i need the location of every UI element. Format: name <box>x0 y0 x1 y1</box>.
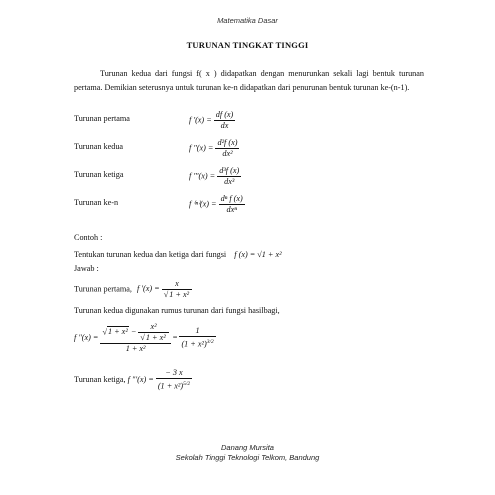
derivative-formula: f '(x) = $\frac{df (x)}{dx}$ <box>189 110 234 130</box>
third-derivative-formula: Turunan ketiga, f "'(x) = $\frac{- 3 x}{(1 + x^2)^{5/2}}$ <box>74 368 191 391</box>
derivative-label: Turunan ke-n <box>74 198 119 207</box>
derivative-formula: f "'(x) = $\frac{\text{d³f (x)}}{\text{dx³}}$ <box>189 166 240 186</box>
problem-function: f (x) = √1 + x² <box>234 250 282 259</box>
answer-label: Jawab : <box>74 264 99 273</box>
derivative-label: Turunan pertama <box>74 114 130 123</box>
first-derivative-line: Turunan pertama, f '(x) = $\frac{x}{\text{√1 + x²}}$ <box>74 279 192 300</box>
derivative-label: Turunan kedua <box>74 142 124 151</box>
section-title: TURUNAN TINGKAT TINGGI <box>186 40 309 50</box>
second-derivative-text: Turunan kedua digunakan rumus turunan dari fungsi hasilbagi, <box>74 306 280 315</box>
derivative-label: Turunan ketiga <box>74 170 124 179</box>
derivative-formula: f ⁽ⁿ⁾(x) = $\frac{\text{dⁿ f (x)}}{\text{dxⁿ}}$ <box>189 194 243 214</box>
example-heading: Contoh : <box>74 233 103 242</box>
second-derivative-formula: f "(x) = √1 + x² − $\frac{\text{x²}}{\text{√1 + x²}}$ 1 + x² = $\frac{1}{(1 + x^2)^{3/2}}$ <box>74 322 214 353</box>
page-footer <box>0 443 495 462</box>
intro-text: Turunan kedua dari fungsi f( x ) didapatkan dengan menurunkan sekali lagi bentuk turunan pertama. Demikian seterusnya untuk turunan ke-n didapatkan dari penurunan bentuk turunan ke-(n-1). <box>74 69 424 92</box>
running-header: Matematika Dasar <box>217 16 278 25</box>
institution-name: Sekolah Tinggi Teknologi Telkom, Bandung <box>175 452 320 462</box>
author-name: Danang Mursita <box>221 443 274 452</box>
example-problem: Tentukan turunan kedua dan ketiga dari fungsi f (x) = √1 + x² <box>74 250 282 259</box>
derivative-formula: f "(x) = $\frac{\text{d²f (x)}}{\text{dx²}}$ <box>189 138 238 158</box>
intro-paragraph <box>74 67 424 94</box>
